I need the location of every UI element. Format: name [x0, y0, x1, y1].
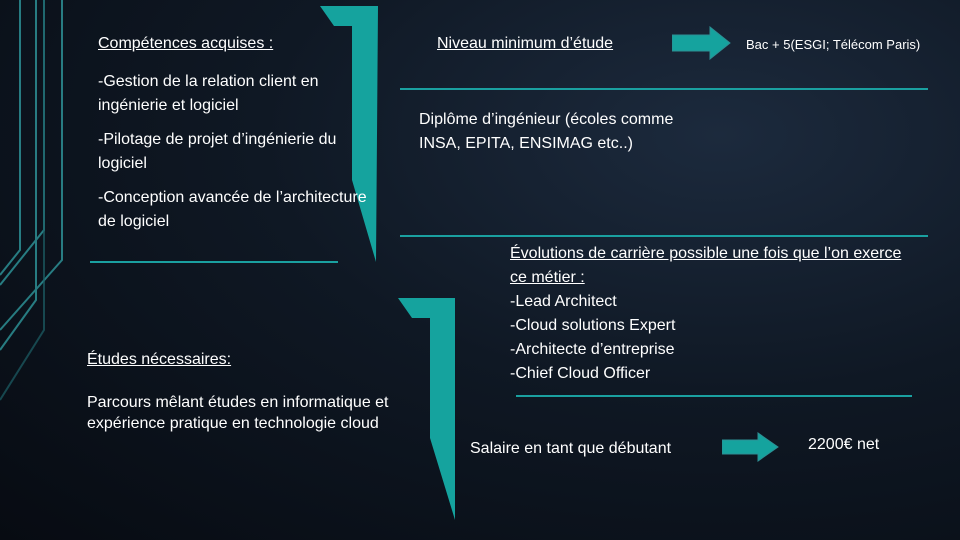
- niveau-title: Niveau minimum d’étude: [437, 35, 614, 52]
- divider-diplome: [400, 235, 928, 237]
- competence-item-3: -Conception avancée de l’architecture de logiciel: [98, 189, 367, 230]
- divider-niveau: [400, 88, 928, 90]
- evolution-item-2: -Cloud solutions Expert: [510, 317, 676, 334]
- evolutions-title: Évolutions de carrière possible une fois que l’on exerce ce métier :: [510, 245, 902, 286]
- arrow-right-icon: [672, 26, 732, 60]
- competence-item-2: -Pilotage de projet d’ingénierie du logiciel: [98, 131, 337, 172]
- etudes-title: Études nécessaires:: [87, 351, 232, 368]
- competence-item-1: -Gestion de la relation client en ingénierie et logiciel: [98, 73, 319, 114]
- niveau-value: Bac + 5(ESGI; Télécom Paris): [746, 37, 921, 52]
- divider-competences: [90, 261, 338, 263]
- evolution-item-1: -Lead Architect: [510, 293, 617, 310]
- evolution-item-3: -Architecte d’entreprise: [510, 341, 675, 358]
- diplome-text: Diplôme d’ingénieur (écoles comme INSA, EPITA, ENSIMAG etc..): [419, 111, 674, 152]
- evolution-item-4: -Chief Cloud Officer: [510, 365, 651, 382]
- etudes-text: Parcours mêlant études en informatique et expérience pratique en technologie cloud: [87, 394, 389, 432]
- divider-evolutions: [516, 395, 912, 397]
- competences-title: Compétences acquises :: [98, 35, 274, 52]
- salaire-label: Salaire en tant que débutant: [470, 440, 672, 457]
- salaire-value: 2200€ net: [808, 436, 880, 453]
- arrow-right-icon: [722, 432, 780, 462]
